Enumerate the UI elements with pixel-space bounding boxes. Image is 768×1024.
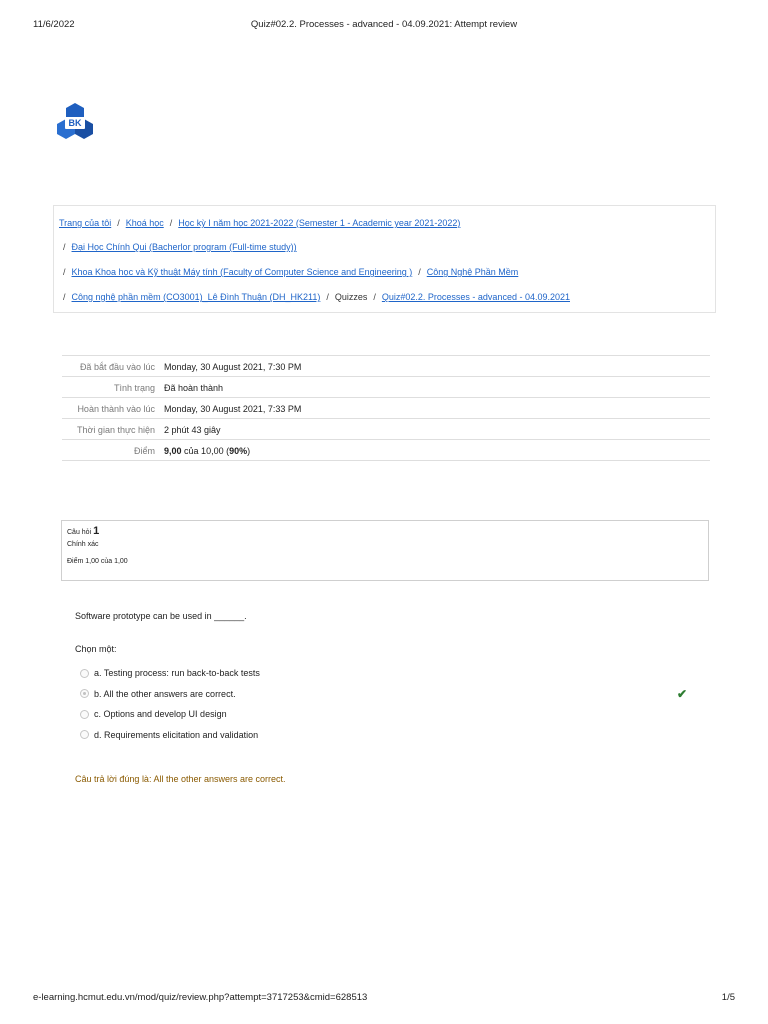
answer-options — [80, 663, 700, 745]
breadcrumb-separator: / — [63, 267, 66, 277]
summary-row-started — [62, 356, 710, 377]
breadcrumb-separator: / — [63, 242, 66, 252]
radio-button[interactable] — [80, 710, 89, 719]
summary-row-completed — [62, 398, 710, 419]
breadcrumb-separator: / — [63, 292, 66, 302]
completed-value: Monday, 30 August 2021, 7:33 PM — [164, 404, 302, 414]
answer-option-b[interactable] — [80, 684, 700, 705]
print-title: Quiz#02.2. Processes - advanced - 04.09.2021: Attempt review — [250, 19, 518, 30]
answer-option-a[interactable] — [80, 663, 700, 684]
breadcrumb-link-course[interactable]: Công nghệ phần mềm (CO3001)_Lê Đình Thuận (DH_HK211) — [71, 292, 321, 302]
breadcrumb-line-4 — [59, 291, 570, 303]
breadcrumb — [53, 205, 716, 313]
grade-percent: 90% — [229, 446, 248, 456]
check-icon: ✔ — [677, 686, 688, 701]
grade-label: Điểm — [133, 446, 155, 456]
radio-button-selected[interactable] — [80, 689, 89, 698]
breadcrumb-line-3 — [59, 266, 518, 278]
answer-option-label: a. Testing process: run back-to-back tests — [94, 668, 260, 679]
breadcrumb-line-1 — [59, 217, 460, 229]
print-page-number: 1/5 — [721, 992, 735, 1003]
breadcrumb-link-faculty[interactable]: Khoa Khoa học và Kỹ thuật Máy tính (Faculty of Computer Science and Engineering ) — [71, 267, 413, 277]
breadcrumb-separator: / — [169, 218, 173, 228]
question-number-value: 1 — [93, 525, 100, 537]
grade-score: 9,00 — [164, 446, 182, 456]
breadcrumb-link-courses[interactable]: Khoá học — [125, 218, 164, 228]
time-value: 2 phút 43 giây — [164, 425, 221, 435]
radio-button[interactable] — [80, 730, 89, 739]
answer-prompt: Chọn một: — [75, 644, 117, 654]
breadcrumb-quizzes: Quizzes — [334, 292, 368, 302]
time-label: Thời gian thực hiện — [77, 425, 155, 435]
breadcrumb-link-quiz[interactable]: Quiz#02.2. Processes - advanced - 04.09.2021 — [381, 292, 570, 302]
question-info-box — [61, 520, 709, 581]
breadcrumb-link-program[interactable]: Đại Học Chính Qui (Bacherlor program (Full-time study)) — [71, 242, 297, 252]
print-footer — [33, 992, 735, 1004]
state-value: Đã hoàn thành — [164, 383, 224, 393]
bk-logo-icon — [57, 103, 93, 143]
summary-row-time — [62, 419, 710, 440]
state-label: Tình trạng — [113, 383, 155, 393]
question-mark: Điểm 1,00 của 1,00 — [67, 558, 128, 565]
answer-option-c[interactable] — [80, 704, 700, 725]
brand[interactable] — [57, 103, 266, 143]
breadcrumb-link-department[interactable]: Công Nghệ Phần Mềm — [426, 267, 519, 277]
breadcrumb-link-semester[interactable]: Học kỳ I năm học 2021-2022 (Semester 1 - Academic year 2021-2022) — [178, 218, 461, 228]
breadcrumb-line-2 — [59, 241, 297, 253]
grade-of: của 10,00 ( — [184, 446, 230, 456]
breadcrumb-link-home[interactable]: Trang của tôi — [59, 218, 112, 228]
summary-row-grade — [62, 440, 710, 461]
summary-row-state — [62, 377, 710, 398]
grade-value — [159, 440, 710, 460]
bk-logo-text: BK — [68, 118, 82, 128]
brand-name: BÁCH KHOA E-LEARNING — [101, 115, 266, 131]
answer-option-d[interactable] — [80, 725, 700, 746]
breadcrumb-separator: / — [418, 267, 421, 277]
answer-option-label: d. Requirements elicitation and validation — [94, 729, 259, 740]
started-label: Đã bắt đầu vào lúc — [79, 362, 155, 372]
answer-option-label: b. All the other answers are correct. — [94, 688, 236, 699]
completed-label: Hoàn thành vào lúc — [77, 404, 155, 414]
print-date: 11/6/2022 — [33, 19, 75, 30]
answer-option-label: c. Options and develop UI design — [94, 709, 227, 720]
breadcrumb-separator: / — [326, 292, 329, 302]
breadcrumb-separator: / — [117, 218, 120, 228]
grade-close: ) — [247, 446, 251, 456]
breadcrumb-separator: / — [373, 292, 376, 302]
question-number — [67, 525, 708, 539]
print-header — [33, 19, 735, 31]
question-state: Chính xác — [67, 541, 99, 548]
question-label: Câu hỏi — [67, 529, 92, 536]
radio-button[interactable] — [80, 669, 89, 678]
question-text: Software prototype can be used in ______. — [75, 611, 247, 621]
correct-answer-feedback: Câu trả lời đúng là: All the other answers are correct. — [75, 774, 286, 784]
attempt-summary-table — [62, 355, 710, 461]
started-value: Monday, 30 August 2021, 7:30 PM — [164, 362, 302, 372]
print-url: e-learning.hcmut.edu.vn/mod/quiz/review.php?attempt=3717253&cmid=628513 — [33, 992, 368, 1003]
